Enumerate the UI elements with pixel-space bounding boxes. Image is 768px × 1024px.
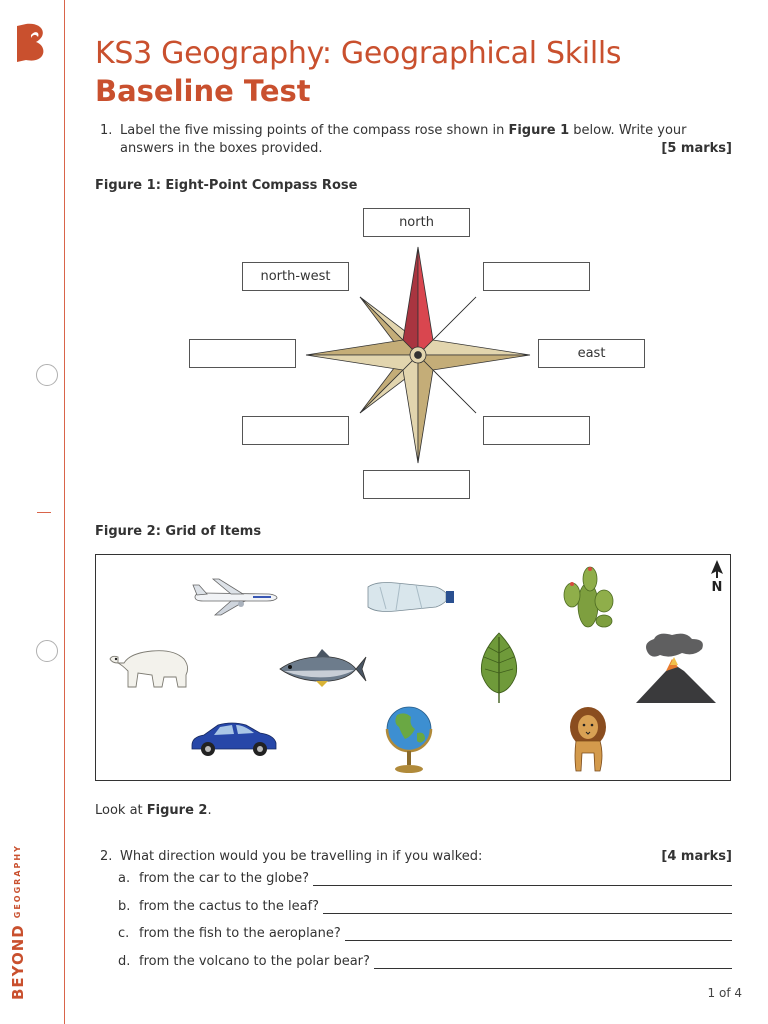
marks-label: [5 marks] (661, 141, 732, 156)
part-text: from the cactus to the leaf? (139, 899, 320, 914)
page-subtitle: Baseline Test (95, 74, 311, 108)
part-text: from the fish to the aeroplane? (139, 926, 341, 941)
answer-line[interactable] (345, 926, 732, 941)
aeroplane-icon (191, 577, 281, 617)
compass-box-south[interactable] (363, 470, 470, 499)
question-text: What direction would you be travelling in if you walked: (120, 849, 483, 864)
compass-box-north[interactable]: north (363, 208, 470, 237)
plastic-bottle-icon (366, 579, 456, 615)
part-letter: d. (118, 954, 131, 969)
question-text-part: Label the five missing points of the compass rose shown in (120, 123, 509, 138)
compass-box-east[interactable]: east (538, 339, 645, 368)
question-2c (118, 926, 732, 941)
items-grid (95, 554, 731, 781)
margin-line (64, 0, 65, 1024)
question-1 (100, 122, 732, 158)
leaf-icon (476, 631, 522, 705)
brand-wordmark (8, 844, 27, 1000)
figure-reference: Figure 2 (146, 803, 208, 818)
figure-2-label: Figure 2: Grid of Items (95, 524, 262, 539)
answer-line[interactable] (323, 899, 732, 914)
part-letter: b. (118, 899, 131, 914)
instruction-text (95, 803, 212, 818)
answer-line[interactable] (374, 954, 732, 969)
part-text: from the volcano to the polar bear? (139, 954, 370, 969)
instruction-part: . (207, 803, 212, 818)
page-number: 1 of 4 (707, 986, 742, 1000)
polar-bear-icon (108, 643, 192, 691)
marks-label: [4 marks] (661, 849, 732, 864)
compass-box-north-east[interactable] (483, 262, 590, 291)
figure-reference: Figure 1 (508, 123, 570, 138)
instruction-part: Look at (95, 803, 147, 818)
part-letter: a. (118, 871, 131, 886)
punch-hole (36, 364, 58, 386)
cactus-icon (558, 565, 618, 631)
question-2d (118, 954, 732, 969)
north-arrow-label: N (711, 580, 723, 594)
north-arrow-icon (707, 560, 727, 594)
fish-icon (276, 649, 368, 689)
compass-box-south-west[interactable] (242, 416, 349, 445)
compass-box-west[interactable] (189, 339, 296, 368)
question-text (120, 122, 732, 158)
figure-1-label: Figure 1: Eight-Point Compass Rose (95, 178, 358, 193)
question-2a (118, 871, 732, 886)
part-text: from the car to the globe? (139, 871, 310, 886)
compass-box-south-east[interactable] (483, 416, 590, 445)
punch-hole (36, 640, 58, 662)
compass-box-north-west[interactable]: north-west (242, 262, 349, 291)
part-letter: c. (118, 926, 130, 941)
question-number: 1. (100, 123, 113, 138)
brand-word-2: GEOGRAPHY (13, 844, 22, 919)
page-title: KS3 Geography: Geographical Skills (95, 36, 622, 71)
question-text-part: below. Write your answers in the boxes provided. (120, 123, 687, 156)
question-2b (118, 899, 732, 914)
car-icon (188, 717, 280, 759)
lion-icon (564, 705, 614, 775)
brand-word-1: BEYOND (9, 924, 27, 1000)
question-2 (100, 848, 732, 866)
volcano-icon (634, 631, 718, 705)
question-number: 2. (100, 849, 113, 864)
answer-line[interactable] (313, 871, 732, 886)
globe-icon (381, 703, 437, 775)
fold-mark (37, 512, 51, 513)
beyond-logo-icon (14, 22, 50, 64)
